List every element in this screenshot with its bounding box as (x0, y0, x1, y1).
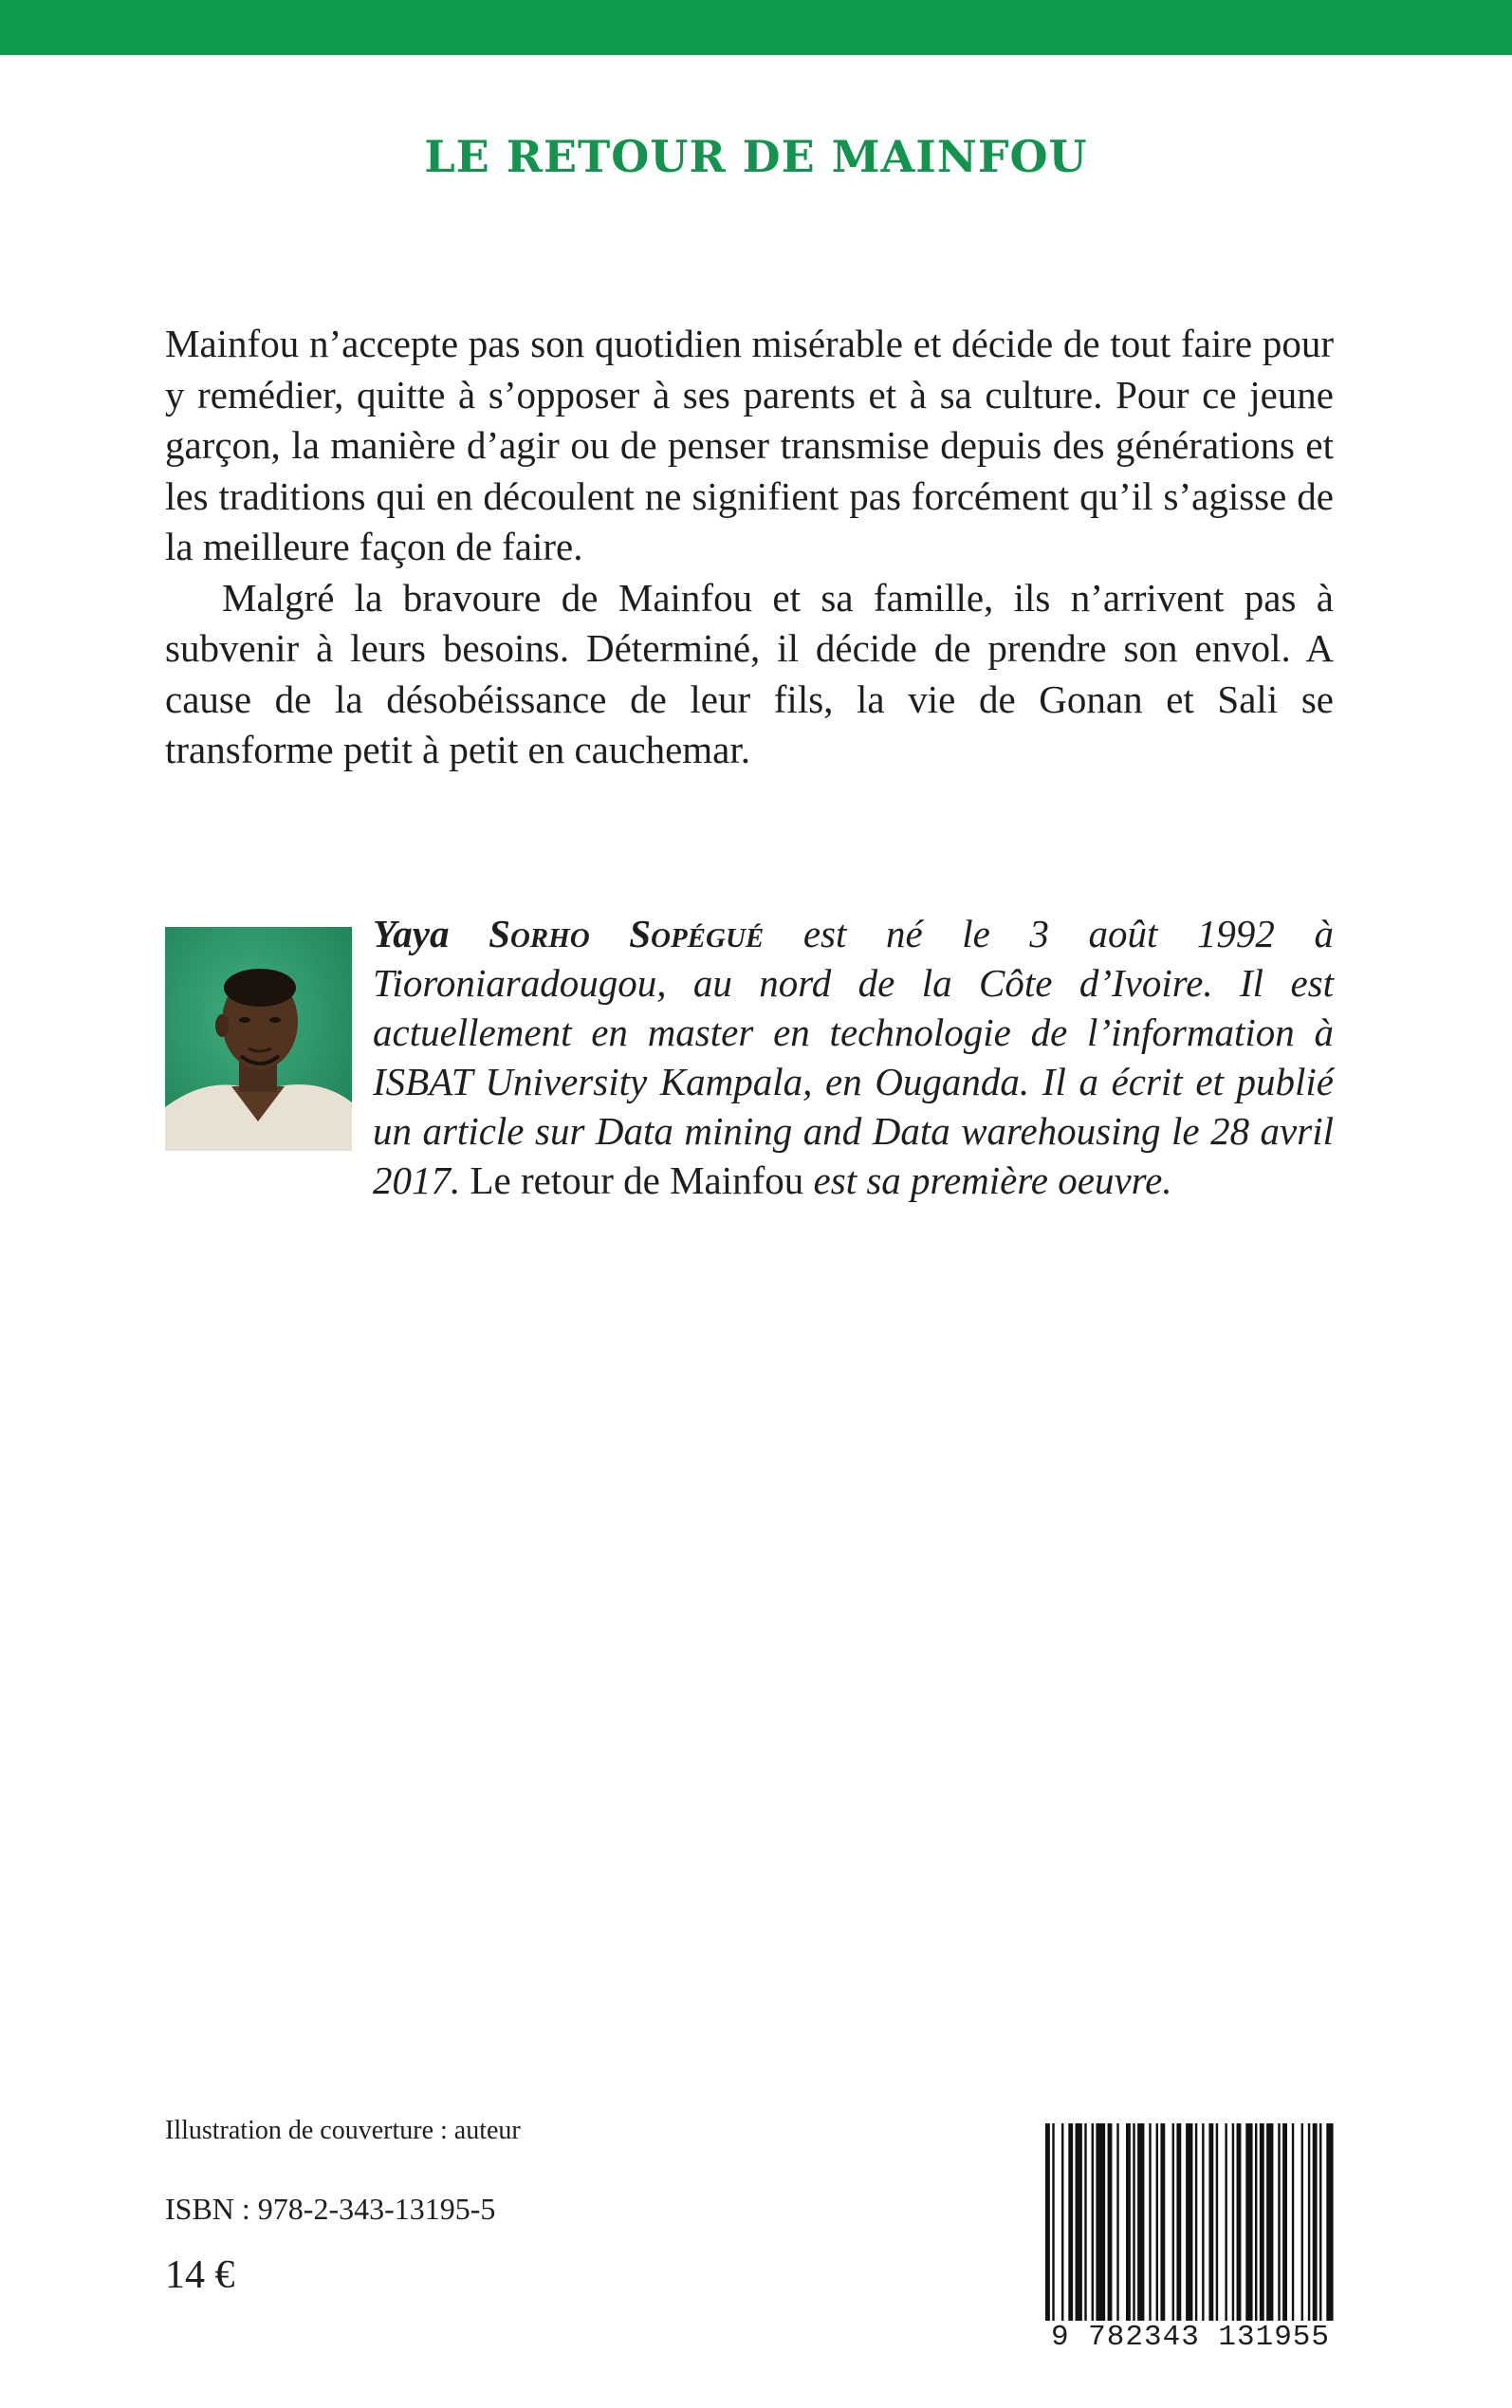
back-cover-blurb (165, 319, 1334, 776)
barcode-bar (1225, 2123, 1226, 2332)
barcode-bar (1149, 2123, 1151, 2332)
barcode-bar (1208, 2123, 1213, 2332)
author-bio (165, 909, 1334, 1205)
barcode-bar (1216, 2123, 1218, 2332)
barcode-bar (1084, 2123, 1086, 2332)
book-title: LE RETOUR DE MAINFOU (424, 131, 1088, 182)
barcode-bar (1245, 2123, 1252, 2332)
barcode-bar (1045, 2123, 1050, 2332)
barcode-bar (1160, 2123, 1165, 2332)
barcode-bar (1052, 2123, 1054, 2332)
barcode-bar (1092, 2123, 1094, 2332)
price-label: 14 € (165, 2253, 235, 2297)
barcode-bar (1068, 2123, 1073, 2332)
blurb-paragraph-2: Malgré la bravoure de Mainfou et sa famille, ils n’arrivent pas à subvenir à leurs besoins. Déterminé, il décide de prendre son envol. A cause de la désobéissance de leur fils, la vie de Gonan et Sali se transforme petit à petit en cauchemar. (165, 575, 1334, 771)
illustration-credit: Illustration de couverture : auteur (165, 2116, 521, 2145)
author-last-name: Sorho Sopégué (489, 912, 765, 955)
author-book-reference: Le retour de Mainfou (470, 1158, 804, 1202)
barcode-bar (1232, 2123, 1234, 2332)
barcode-bar (1156, 2123, 1158, 2332)
author-first-name: Yaya (373, 912, 450, 955)
barcode-bar (1108, 2123, 1113, 2332)
barcode-bar (1137, 2123, 1144, 2332)
barcode-bar (1278, 2123, 1280, 2332)
barcode-bar (1186, 2123, 1192, 2332)
barcode-bar (1301, 2123, 1303, 2332)
author-bio-closing: est sa première oeuvre. (803, 1158, 1172, 1202)
barcode-bar (1096, 2123, 1105, 2332)
isbn-number: ISBN : 978-2-343-13195-5 (165, 2192, 496, 2226)
barcode-bar (1266, 2123, 1273, 2332)
barcode-bar (1195, 2123, 1197, 2332)
barcode-digits: 9 782343 131955 (1043, 2321, 1337, 2354)
blurb-paragraph-1: Mainfou n’accepte pas son quotidien misérable et décide de tout faire pour y remédier, quitte à s’opposer à ses parents et à sa culture. Pour ce jeune garçon, la manière d’agir ou de penser transmise depuis des générations et les traditions qui en découlent ne signifient pas forcément qu’il s’agisse de la meilleure façon de faire. (165, 322, 1334, 568)
barcode-bar (1326, 2123, 1333, 2332)
author-bio-text: est né le 3 août 1992 à Tioroniaradougou, au nord de la Côte d’Ivoire. Il est actuellement en master en technologie de l’information à ISBAT University Kampala, en Ouganda. Il a écrit et publié un article sur Data mining and Data warehousing le 28 avril 2017. (373, 912, 1334, 1202)
barcode-bar (1308, 2123, 1310, 2332)
barcode-bar (1237, 2123, 1242, 2332)
barcode-bar (1313, 2123, 1318, 2332)
barcode-bar (1260, 2123, 1264, 2332)
top-color-band (0, 0, 1512, 55)
barcode-bar (1061, 2123, 1063, 2332)
barcode-bar (1202, 2123, 1204, 2332)
barcode-bar (1076, 2123, 1082, 2332)
barcode-bar (1133, 2123, 1134, 2332)
barcode-bar (1282, 2123, 1287, 2332)
barcode-bar (1172, 2123, 1174, 2332)
barcode-bar (1319, 2123, 1321, 2332)
barcode-bar (1126, 2123, 1131, 2332)
barcode-bar (1255, 2123, 1257, 2332)
barcode-icon (1043, 2123, 1337, 2351)
barcode-bar (1292, 2123, 1294, 2332)
barcode-bar (1116, 2123, 1118, 2332)
barcode-bar (1176, 2123, 1181, 2332)
